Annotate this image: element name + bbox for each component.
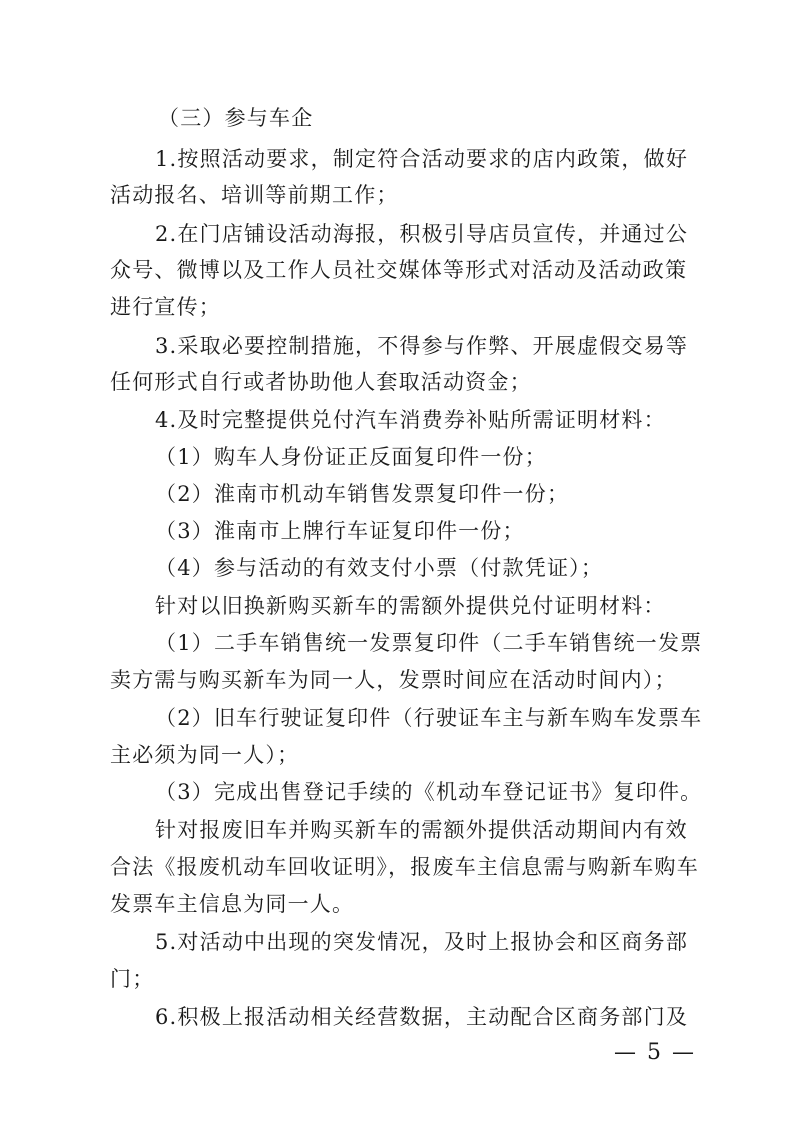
page-number: — 5 — bbox=[614, 1040, 696, 1065]
list-item: （3）完成出售登记手续的《机动车登记证书》复印件。 bbox=[155, 780, 703, 804]
paragraph-line: 发票车主信息为同一人。 bbox=[110, 892, 355, 916]
paragraph-line: 针对报废旧车并购买新车的需额外提供活动期间内有效 bbox=[155, 818, 688, 842]
list-item: （1）购车人身份证正反面复印件一份； bbox=[155, 445, 547, 469]
list-item: 卖方需与购买新车为同一人，发票时间应在活动时间内）； bbox=[110, 668, 677, 692]
list-item: （4）参与活动的有效支付小票（付款凭证）； bbox=[155, 556, 604, 580]
paragraph-line: 4.及时完整提供兑付汽车消费券补贴所需证明材料： bbox=[155, 408, 666, 432]
paragraph-line: 2.在门店铺设活动海报，积极引导店员宣传，并通过公 bbox=[155, 222, 689, 246]
paragraph-line: 活动报名、培训等前期工作； bbox=[110, 183, 399, 207]
section-heading: （三）参与车企 bbox=[158, 106, 314, 130]
paragraph-line: 6.积极上报活动相关经营数据，主动配合区商务部门及 bbox=[155, 1005, 689, 1029]
paragraph-line: 1.按照活动要求，制定符合活动要求的店内政策，做好 bbox=[155, 147, 689, 171]
list-item: 主必须为同一人）； bbox=[110, 743, 300, 767]
paragraph-line: 进行宣传； bbox=[110, 295, 221, 319]
paragraph-line: 3.采取必要控制措施，不得参与作弊、开展虚假交易等 bbox=[155, 334, 689, 358]
paragraph-line: 5.对活动中出现的突发情况，及时上报协会和区商务部 bbox=[155, 930, 689, 954]
paragraph-line: 任何形式自行或者协助他人套取活动资金； bbox=[110, 370, 532, 394]
paragraph-line: 众号、微博以及工作人员社交媒体等形式对活动及活动政策 bbox=[110, 258, 688, 282]
paragraph-line: 门； bbox=[110, 967, 155, 991]
list-item: （1）二手车销售统一发票复印件（二手车销售统一发票 bbox=[155, 631, 703, 655]
list-item: （3）淮南市上牌行车证复印件一份； bbox=[155, 519, 525, 543]
list-item: （2）旧车行驶证复印件（行驶证车主与新车购车发票车 bbox=[155, 706, 703, 730]
paragraph-line: 合法《报废机动车回收证明》，报废车主信息需与购新车购车 bbox=[110, 855, 699, 879]
list-item: （2）淮南市机动车销售发票复印件一份； bbox=[155, 482, 570, 506]
paragraph-line: 针对以旧换新购买新车的需额外提供兑付证明材料： bbox=[155, 594, 666, 618]
